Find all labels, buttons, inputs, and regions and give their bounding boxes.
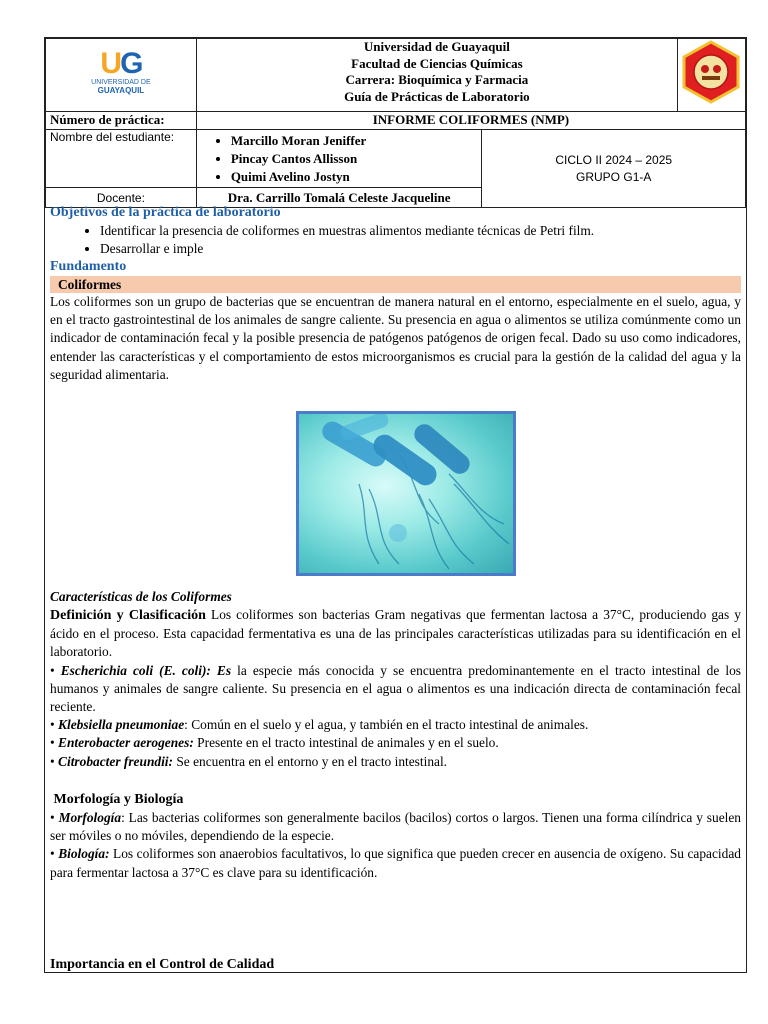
fundamento-heading: Fundamento bbox=[50, 259, 127, 274]
student-3: • Quimi Avelino Jostyn bbox=[231, 168, 478, 186]
seal-icon bbox=[678, 39, 744, 105]
bacteria-illustration bbox=[299, 414, 513, 573]
faculty-seal bbox=[677, 39, 745, 112]
university-logo bbox=[46, 39, 197, 112]
importancia-section bbox=[45, 956, 746, 974]
document-body bbox=[45, 204, 746, 384]
document-frame bbox=[44, 37, 747, 973]
species-klebsiella bbox=[45, 716, 746, 734]
student-1: • Marcillo Moran Jeniffer bbox=[231, 132, 478, 150]
species-ecoli bbox=[45, 662, 746, 717]
logo-u: U bbox=[100, 47, 121, 80]
bullet: • bbox=[50, 717, 59, 733]
student-label: Nombre del estudiante: bbox=[46, 130, 197, 188]
bullet: • bbox=[50, 662, 61, 678]
title-line-career: Carrera: Bioquímica y Farmacia bbox=[345, 72, 529, 87]
definicion-title: Definición y Clasificación bbox=[50, 608, 206, 623]
species-name: Citrobacter freundii: bbox=[58, 753, 173, 769]
species-enterobacter bbox=[45, 734, 746, 752]
student-list bbox=[196, 130, 482, 188]
cycle-group-cell bbox=[482, 130, 746, 208]
fundamento-paragraph: Los coliformes son un grupo de bacterias que se encuentran de manera natural en el entorno, especialmente en el suelo, agua, y en el tracto gastrointestinal de los animales de sangre caliente. Su presencia en agua o alimentos se utiliza comúnmente como un indicador de contaminación fecal y la posible presencia de patógenos patógenos de origen fecal. Dado su uso como indicadores, entender las características y el comportamiento de estos microorganismos es crucial para la gestión de la calidad del agua y la seguridad alimentaria. bbox=[50, 294, 741, 382]
title-line-guide: Guía de Prácticas de Laboratorio bbox=[344, 88, 530, 104]
species-citrobacter bbox=[45, 753, 746, 771]
document-title bbox=[196, 39, 677, 112]
caracteristicas-heading: Características de los Coliformes bbox=[50, 589, 232, 604]
teacher-label: Docente: bbox=[46, 188, 197, 208]
caracteristicas-section bbox=[45, 588, 746, 771]
objectives-heading: Objetivos de la práctica de laboratorio bbox=[50, 205, 281, 220]
species-name: Escherichia coli (E. coli): Es bbox=[60, 662, 232, 678]
species-text: Se encuentra en el entorno y en el tracto intestinal. bbox=[173, 753, 448, 769]
species-text: la especie más conocida y se encuentra predominantemente en el tracto intestinal de los humanos y animales de sangre caliente. Su presencia en el agua o alimentos es una indicación directa de contaminación fecal reciente. bbox=[50, 662, 741, 715]
bullet: • bbox=[50, 753, 59, 769]
cycle-text: CICLO II 2024 – 2025 bbox=[555, 152, 673, 167]
bullet: • bbox=[50, 735, 59, 751]
item-name: Biología: bbox=[58, 846, 110, 862]
title-line-university: Universidad de Guayaquil bbox=[363, 39, 510, 54]
logo-line2: GUAYAQUIL bbox=[97, 86, 145, 95]
student-2: • Pincay Cantos Allisson bbox=[231, 150, 478, 168]
item-text: : Las bacterias coliformes son generalmente bacilos (bacilos) cortos o largos. Tienen una forma cilíndrica y suelen ser móviles o no móviles, dependiendo de la especie. bbox=[50, 810, 741, 844]
morfologia-heading: Morfología y Biología bbox=[50, 792, 184, 807]
item-name: Morfología bbox=[58, 810, 122, 825]
morfologia-section bbox=[45, 790, 746, 882]
biologia-item bbox=[45, 845, 746, 881]
importancia-heading: Importancia en el Control de Calidad bbox=[50, 957, 275, 972]
objective-item-2: • Desarrollar e imple bbox=[100, 240, 746, 258]
logo-line1: UNIVERSIDAD DE bbox=[91, 79, 151, 86]
item-text: Los coliformes son anaerobios facultativos, lo que significa que pueden crecer en ausencia de oxígeno. Su capacidad para fermentar lactosa a 37°C es clave para su identificación. bbox=[50, 846, 741, 880]
species-name: Klebsiella pneumoniae bbox=[58, 717, 185, 733]
bacteria-image bbox=[296, 411, 516, 576]
objectives-list bbox=[45, 222, 746, 258]
group-text: GRUPO G1-A bbox=[576, 169, 652, 184]
logo-g: G bbox=[120, 47, 142, 80]
definicion-paragraph bbox=[45, 606, 746, 662]
definicion-text: Los coliformes son bacterias Gram negativas que fermentan lactosa a 37°C, produciendo gas y ácido en el proceso. Esta capacidad fermentativa es una de las principales características utilizadas para su identificación en el laboratorio. bbox=[50, 607, 741, 660]
header-table bbox=[45, 38, 746, 208]
coliformes-subheading: Coliformes bbox=[50, 276, 741, 293]
teacher-value: Dra. Carrillo Tomalá Celeste Jacqueline bbox=[196, 188, 482, 208]
species-name: Enterobacter aerogenes: bbox=[58, 735, 194, 751]
practice-label: Número de práctica: bbox=[46, 112, 197, 130]
species-text: Presente en el tracto intestinal de animales y en el suelo. bbox=[193, 735, 499, 751]
title-line-faculty: Facultad de Ciencias Químicas bbox=[351, 55, 523, 71]
objective-item-1: • Identificar la presencia de coliformes en muestras alimentos mediante técnicas de Petri film. bbox=[100, 222, 746, 240]
bullet: • bbox=[50, 846, 59, 862]
morfologia-item bbox=[45, 809, 746, 845]
species-text: : Común en el suelo y el agua, y también en el tracto intestinal de animales. bbox=[184, 717, 589, 733]
practice-value: INFORME COLIFORMES (NMP) bbox=[196, 112, 745, 130]
bullet: • bbox=[50, 810, 59, 825]
